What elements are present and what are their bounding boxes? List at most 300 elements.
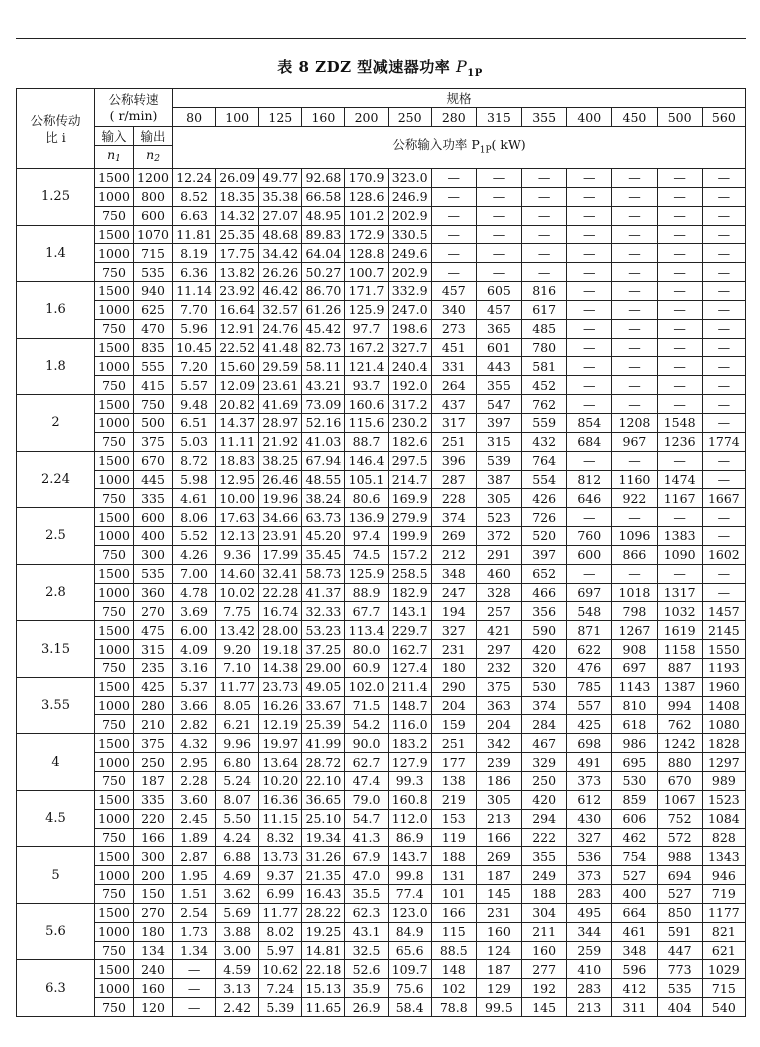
power-cell: 332.9	[388, 282, 431, 301]
power-cell: 530	[522, 677, 567, 696]
power-cell: 373	[567, 866, 612, 885]
power-cell: —	[476, 225, 521, 244]
power-cell: 1619	[657, 621, 702, 640]
speed-cell: 1500	[95, 790, 134, 809]
power-cell: —	[657, 376, 702, 395]
table-row	[17, 602, 746, 621]
power-cell: 19.34	[302, 828, 345, 847]
power-header	[173, 127, 746, 169]
power-cell: 75.6	[388, 979, 431, 998]
power-cell: 536	[567, 847, 612, 866]
power-cell: 11.65	[302, 998, 345, 1017]
speed-cell: 1500	[95, 395, 134, 414]
power-cell: 548	[567, 602, 612, 621]
power-cell: 754	[612, 847, 657, 866]
speed-cell: 235	[134, 658, 173, 677]
table-row	[17, 187, 746, 206]
power-cell: 159	[431, 715, 476, 734]
power-cell: 37.25	[302, 640, 345, 659]
speed-header	[95, 89, 173, 127]
power-cell: 41.03	[302, 432, 345, 451]
power-cell: 32.57	[259, 300, 302, 319]
power-cell: 6.88	[216, 847, 259, 866]
power-cell: 22.52	[216, 338, 259, 357]
power-cell: 1160	[612, 470, 657, 489]
power-cell: —	[567, 206, 612, 225]
size-header-cell: 280	[431, 108, 476, 127]
power-cell: 34.66	[259, 508, 302, 527]
power-cell: 47.4	[345, 772, 388, 791]
power-cell: 1602	[702, 545, 745, 564]
power-cell: 102	[431, 979, 476, 998]
power-cell: 71.5	[345, 696, 388, 715]
power-cell: —	[612, 169, 657, 188]
power-cell: 138	[431, 772, 476, 791]
speed-cell: 335	[134, 790, 173, 809]
power-cell: 420	[522, 640, 567, 659]
power-cell: 23.61	[259, 376, 302, 395]
power-cell: 1960	[702, 677, 745, 696]
power-cell: 105.1	[345, 470, 388, 489]
power-cell: 430	[567, 809, 612, 828]
power-cell: 99.5	[476, 998, 521, 1017]
power-cell: 54.7	[345, 809, 388, 828]
power-cell: —	[702, 282, 745, 301]
power-cell: —	[702, 319, 745, 338]
power-cell: 523	[476, 508, 521, 527]
power-cell: 67.94	[302, 451, 345, 470]
speed-cell: 270	[134, 903, 173, 922]
power-cell: 297	[476, 640, 521, 659]
table-row	[17, 790, 746, 809]
power-cell: 284	[522, 715, 567, 734]
power-cell: 52.16	[302, 413, 345, 432]
power-cell: —	[702, 564, 745, 583]
size-header-cell: 250	[388, 108, 431, 127]
power-cell: 67.7	[345, 602, 388, 621]
power-cell: 12.13	[216, 527, 259, 546]
power-cell: 1.34	[173, 941, 216, 960]
power-cell: —	[702, 244, 745, 263]
power-cell: 404	[657, 998, 702, 1017]
power-cell: 283	[567, 979, 612, 998]
speed-header-line1: 公称转速	[108, 91, 159, 107]
power-cell: 17.99	[259, 545, 302, 564]
table-row	[17, 658, 746, 677]
power-cell: 112.0	[388, 809, 431, 828]
power-cell: —	[657, 300, 702, 319]
power-cell: —	[431, 206, 476, 225]
power-cell: 697	[567, 583, 612, 602]
power-cell: 231	[431, 640, 476, 659]
power-cell: 374	[431, 508, 476, 527]
n2-sub: 2	[154, 154, 160, 164]
speed-cell: 1000	[95, 696, 134, 715]
size-header-cell: 400	[567, 108, 612, 127]
power-cell: 4.69	[216, 866, 259, 885]
power-cell: 82.73	[302, 338, 345, 357]
power-cell: 646	[567, 489, 612, 508]
power-cell: 527	[657, 885, 702, 904]
power-cell: 752	[657, 809, 702, 828]
power-cell: 1193	[702, 658, 745, 677]
power-cell: 798	[612, 602, 657, 621]
power-cell: 48.55	[302, 470, 345, 489]
power-cell: —	[522, 187, 567, 206]
power-cell: 6.99	[259, 885, 302, 904]
speed-cell: 750	[95, 828, 134, 847]
speed-cell: 555	[134, 357, 173, 376]
power-cell: 443	[476, 357, 521, 376]
power-cell: 194	[431, 602, 476, 621]
speed-cell: 1000	[95, 300, 134, 319]
power-cell: 93.7	[345, 376, 388, 395]
power-table	[16, 88, 746, 1017]
power-cell: 3.00	[216, 941, 259, 960]
power-cell: 14.37	[216, 413, 259, 432]
power-cell: 3.60	[173, 790, 216, 809]
power-cell: 29.59	[259, 357, 302, 376]
power-cell: 131	[431, 866, 476, 885]
power-cell: 871	[567, 621, 612, 640]
power-cell: 1032	[657, 602, 702, 621]
power-cell: 6.51	[173, 413, 216, 432]
ratio-cell: 2.24	[17, 451, 95, 508]
power-cell: 7.20	[173, 357, 216, 376]
power-cell: 726	[522, 508, 567, 527]
power-cell: 19.96	[259, 489, 302, 508]
power-cell: 213	[476, 809, 521, 828]
power-cell: 232	[476, 658, 521, 677]
ratio-cell: 3.55	[17, 677, 95, 734]
power-cell: 19.97	[259, 734, 302, 753]
speed-cell: 750	[95, 432, 134, 451]
power-cell: —	[612, 508, 657, 527]
table-title	[0, 56, 760, 79]
power-cell: 294	[522, 809, 567, 828]
power-cell: —	[702, 338, 745, 357]
power-cell: 304	[522, 903, 567, 922]
power-cell: 14.81	[302, 941, 345, 960]
power-cell: 33.67	[302, 696, 345, 715]
table-row	[17, 263, 746, 282]
speed-cell: 166	[134, 828, 173, 847]
power-cell: 10.00	[216, 489, 259, 508]
table-row	[17, 866, 746, 885]
power-cell: 22.18	[302, 960, 345, 979]
power-cell: 1236	[657, 432, 702, 451]
power-cell: 202.9	[388, 206, 431, 225]
power-cell: 1667	[702, 489, 745, 508]
power-cell: 527	[612, 866, 657, 885]
power-cell: 363	[476, 696, 521, 715]
power-cell: 2145	[702, 621, 745, 640]
power-cell: 92.68	[302, 169, 345, 188]
power-cell: 7.00	[173, 564, 216, 583]
power-cell: 160	[522, 941, 567, 960]
speed-cell: 300	[134, 545, 173, 564]
speed-cell: 500	[134, 413, 173, 432]
power-cell: —	[702, 395, 745, 414]
power-cell: —	[567, 225, 612, 244]
power-cell: 1387	[657, 677, 702, 696]
power-cell: 99.8	[388, 866, 431, 885]
speed-cell: 1000	[95, 527, 134, 546]
power-cell: 596	[612, 960, 657, 979]
power-cell: 31.26	[302, 847, 345, 866]
power-cell: 11.77	[259, 903, 302, 922]
power-cell: 485	[522, 319, 567, 338]
power-cell: 172.9	[345, 225, 388, 244]
power-cell: 74.5	[345, 545, 388, 564]
speed-cell: 400	[134, 527, 173, 546]
speed-cell: 160	[134, 979, 173, 998]
table-row	[17, 470, 746, 489]
power-cell: 60.9	[345, 658, 388, 677]
power-cell: 18.83	[216, 451, 259, 470]
ratio-cell: 4	[17, 734, 95, 791]
power-cell: 365	[476, 319, 521, 338]
power-cell: 52.6	[345, 960, 388, 979]
power-cell: 78.8	[431, 998, 476, 1017]
power-cell: 466	[522, 583, 567, 602]
power-cell: 127.4	[388, 658, 431, 677]
ratio-cell: 1.4	[17, 225, 95, 282]
power-cell: 1.51	[173, 885, 216, 904]
power-cell: —	[657, 263, 702, 282]
power-cell: 32.41	[259, 564, 302, 583]
power-cell: 192	[522, 979, 567, 998]
power-cell: 66.58	[302, 187, 345, 206]
speed-cell: 1500	[95, 847, 134, 866]
power-cell: 317	[431, 413, 476, 432]
table-row	[17, 677, 746, 696]
table-row	[17, 319, 746, 338]
power-cell: 1457	[702, 602, 745, 621]
table-header	[17, 89, 746, 169]
power-cell: 169.9	[388, 489, 431, 508]
power-cell: 348	[431, 564, 476, 583]
table-row	[17, 847, 746, 866]
speed-cell: 715	[134, 244, 173, 263]
table-row	[17, 998, 746, 1017]
speed-cell: 280	[134, 696, 173, 715]
power-cell: 606	[612, 809, 657, 828]
ratio-cell: 1.25	[17, 169, 95, 226]
power-cell: 4.24	[216, 828, 259, 847]
power-cell: 8.32	[259, 828, 302, 847]
power-cell: 670	[657, 772, 702, 791]
power-cell: 410	[567, 960, 612, 979]
table-row	[17, 508, 746, 527]
power-cell: —	[702, 187, 745, 206]
power-cell: 17.75	[216, 244, 259, 263]
n1-symbol: n	[107, 147, 116, 162]
output-speed-header: 输出	[134, 127, 173, 146]
power-cell: 10.02	[216, 583, 259, 602]
power-cell: 48.95	[302, 206, 345, 225]
power-cell: 182.9	[388, 583, 431, 602]
power-cell: —	[702, 357, 745, 376]
speed-cell: 750	[95, 772, 134, 791]
power-cell: 396	[431, 451, 476, 470]
power-cell: —	[567, 508, 612, 527]
power-cell: 64.04	[302, 244, 345, 263]
power-cell: 8.02	[259, 922, 302, 941]
speed-cell: 800	[134, 187, 173, 206]
power-cell: 462	[612, 828, 657, 847]
power-cell: —	[567, 564, 612, 583]
power-cell: 62.7	[345, 753, 388, 772]
speed-cell: 1000	[95, 922, 134, 941]
power-cell: 283	[567, 885, 612, 904]
power-cell: 41.99	[302, 734, 345, 753]
power-header-text: 公称输入功率 P	[392, 136, 480, 152]
power-cell: 1523	[702, 790, 745, 809]
power-cell: 355	[476, 376, 521, 395]
power-cell: 136.9	[345, 508, 388, 527]
power-cell: 26.26	[259, 263, 302, 282]
power-cell: 77.4	[388, 885, 431, 904]
power-cell: 327	[431, 621, 476, 640]
power-cell: 259	[567, 941, 612, 960]
power-cell: 520	[522, 527, 567, 546]
speed-cell: 625	[134, 300, 173, 319]
power-cell: 780	[522, 338, 567, 357]
power-cell: 4.09	[173, 640, 216, 659]
power-cell: 810	[612, 696, 657, 715]
power-cell: 373	[567, 772, 612, 791]
ratio-cell: 3.15	[17, 621, 95, 678]
power-cell: 58.11	[302, 357, 345, 376]
power-cell: 697	[612, 658, 657, 677]
power-cell: 180	[431, 658, 476, 677]
power-cell: 530	[612, 772, 657, 791]
speed-cell: 1500	[95, 621, 134, 640]
power-cell: 821	[702, 922, 745, 941]
power-cell: 495	[567, 903, 612, 922]
table-row	[17, 621, 746, 640]
power-cell: 908	[612, 640, 657, 659]
power-cell: 12.09	[216, 376, 259, 395]
size-header-cell: 450	[612, 108, 657, 127]
table-row	[17, 413, 746, 432]
power-cell: 28.97	[259, 413, 302, 432]
power-cell: 86.9	[388, 828, 431, 847]
power-cell: 269	[431, 527, 476, 546]
power-cell: —	[173, 979, 216, 998]
power-cell: 62.3	[345, 903, 388, 922]
table-row	[17, 960, 746, 979]
power-cell: 89.83	[302, 225, 345, 244]
power-cell: 540	[702, 998, 745, 1017]
size-header-cell: 500	[657, 108, 702, 127]
power-cell: 3.13	[216, 979, 259, 998]
power-cell: 8.07	[216, 790, 259, 809]
power-cell: 9.48	[173, 395, 216, 414]
power-cell: —	[612, 225, 657, 244]
power-cell: 247	[431, 583, 476, 602]
power-cell: 249.6	[388, 244, 431, 263]
power-cell: 250	[522, 772, 567, 791]
power-cell: 1242	[657, 734, 702, 753]
ratio-cell: 2	[17, 395, 95, 452]
power-cell: 102.0	[345, 677, 388, 696]
power-cell: 240.4	[388, 357, 431, 376]
power-cell: 7.75	[216, 602, 259, 621]
size-header-cell: 560	[702, 108, 745, 127]
power-cell: —	[522, 206, 567, 225]
power-cell: 989	[702, 772, 745, 791]
power-cell: 213	[567, 998, 612, 1017]
speed-cell: 750	[95, 206, 134, 225]
speed-cell: 1000	[95, 470, 134, 489]
power-cell: 1774	[702, 432, 745, 451]
speed-cell: 600	[134, 508, 173, 527]
table-row	[17, 432, 746, 451]
table-row	[17, 225, 746, 244]
power-cell: —	[657, 282, 702, 301]
power-cell: 400	[612, 885, 657, 904]
power-cell: 922	[612, 489, 657, 508]
power-cell: 375	[476, 677, 521, 696]
power-cell: 157.2	[388, 545, 431, 564]
power-cell: 1343	[702, 847, 745, 866]
power-cell: 2.87	[173, 847, 216, 866]
power-cell: 192.0	[388, 376, 431, 395]
power-cell: 340	[431, 300, 476, 319]
speed-cell: 835	[134, 338, 173, 357]
power-cell: 10.62	[259, 960, 302, 979]
power-cell: 652	[522, 564, 567, 583]
speed-cell: 1500	[95, 508, 134, 527]
n2-header	[134, 146, 173, 169]
table-row	[17, 357, 746, 376]
power-cell: 228	[431, 489, 476, 508]
power-cell: 121.4	[345, 357, 388, 376]
speed-cell: 220	[134, 809, 173, 828]
power-cell: 146.4	[345, 451, 388, 470]
power-cell: —	[612, 451, 657, 470]
power-cell: 8.05	[216, 696, 259, 715]
power-cell: 6.36	[173, 263, 216, 282]
power-cell: 11.77	[216, 677, 259, 696]
title-symbol-sub: 1P	[467, 68, 483, 79]
power-cell: 591	[657, 922, 702, 941]
power-cell: —	[702, 263, 745, 282]
speed-cell: 1500	[95, 677, 134, 696]
power-cell: 16.43	[302, 885, 345, 904]
power-cell: 53.23	[302, 621, 345, 640]
power-cell: 38.24	[302, 489, 345, 508]
power-cell: 202.9	[388, 263, 431, 282]
power-cell: 49.05	[302, 677, 345, 696]
power-cell: —	[476, 187, 521, 206]
power-cell: 554	[522, 470, 567, 489]
power-cell: 22.10	[302, 772, 345, 791]
speed-cell: 535	[134, 564, 173, 583]
power-cell: 397	[522, 545, 567, 564]
power-cell: 109.7	[388, 960, 431, 979]
power-cell: 16.74	[259, 602, 302, 621]
power-cell: 559	[522, 413, 567, 432]
power-cell: 32.5	[345, 941, 388, 960]
speed-cell: 1500	[95, 225, 134, 244]
power-cell: —	[702, 508, 745, 527]
power-cell: 457	[476, 300, 521, 319]
power-cell: 305	[476, 489, 521, 508]
speed-cell: 1000	[95, 583, 134, 602]
